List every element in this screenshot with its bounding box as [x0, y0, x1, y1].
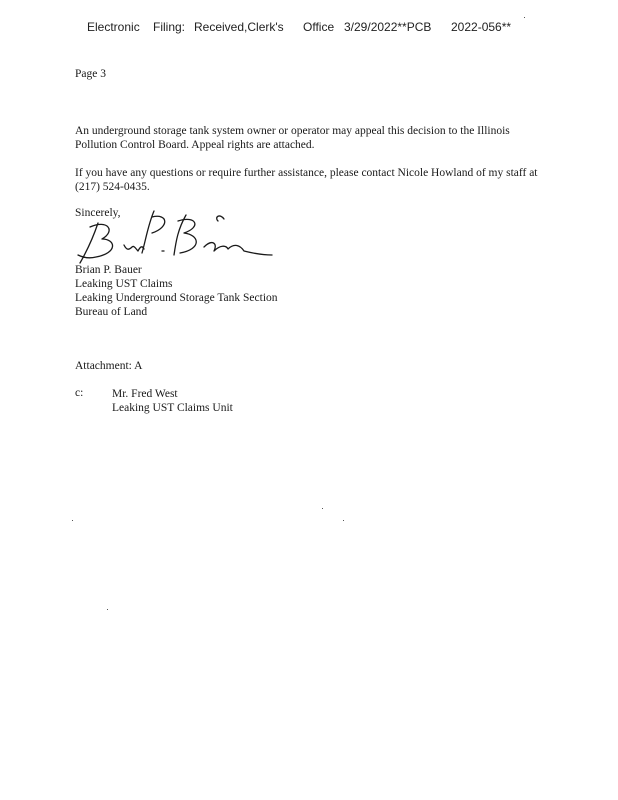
cc-unit: Leaking UST Claims Unit	[112, 402, 233, 414]
header-case-number: 2022-056**	[451, 20, 512, 34]
closing-salutation: Sincerely,	[75, 207, 121, 219]
scan-speck	[107, 609, 108, 610]
signer-section: Leaking Underground Storage Tank Section	[75, 292, 278, 304]
header-electronic: Electronic	[87, 20, 140, 34]
header-office: Office	[303, 20, 335, 34]
cc-label: c:	[75, 387, 84, 399]
appeal-paragraph: An underground storage tank system owner or operator may appeal this decision to the Illinois Pollution Control Board. Appeal rights are attached.	[75, 125, 510, 151]
header-received: Received,Clerk's	[194, 20, 284, 34]
handwritten-signature	[68, 205, 278, 269]
cc-recipients	[112, 387, 233, 415]
header-date-pcb: 3/29/2022**PCB	[344, 20, 432, 34]
page-label: Page 3	[75, 68, 106, 80]
contact-paragraph: If you have any questions or require further assistance, please contact Nicole Howland of my staff at (217) 524-0435.	[75, 167, 538, 193]
signature-block	[75, 263, 278, 319]
scan-speck	[524, 17, 525, 18]
scan-speck	[322, 508, 323, 509]
cc-recipient: Mr. Fred West	[112, 388, 178, 400]
scan-speck	[72, 520, 73, 521]
signer-bureau: Bureau of Land	[75, 306, 148, 318]
signer-title: Leaking UST Claims	[75, 278, 173, 290]
scan-speck	[343, 520, 344, 521]
attachment-note: Attachment: A	[75, 360, 143, 372]
filing-stamp-header	[0, 20, 618, 38]
signer-name: Brian P. Bauer	[75, 264, 142, 276]
header-filing: Filing:	[153, 20, 186, 34]
